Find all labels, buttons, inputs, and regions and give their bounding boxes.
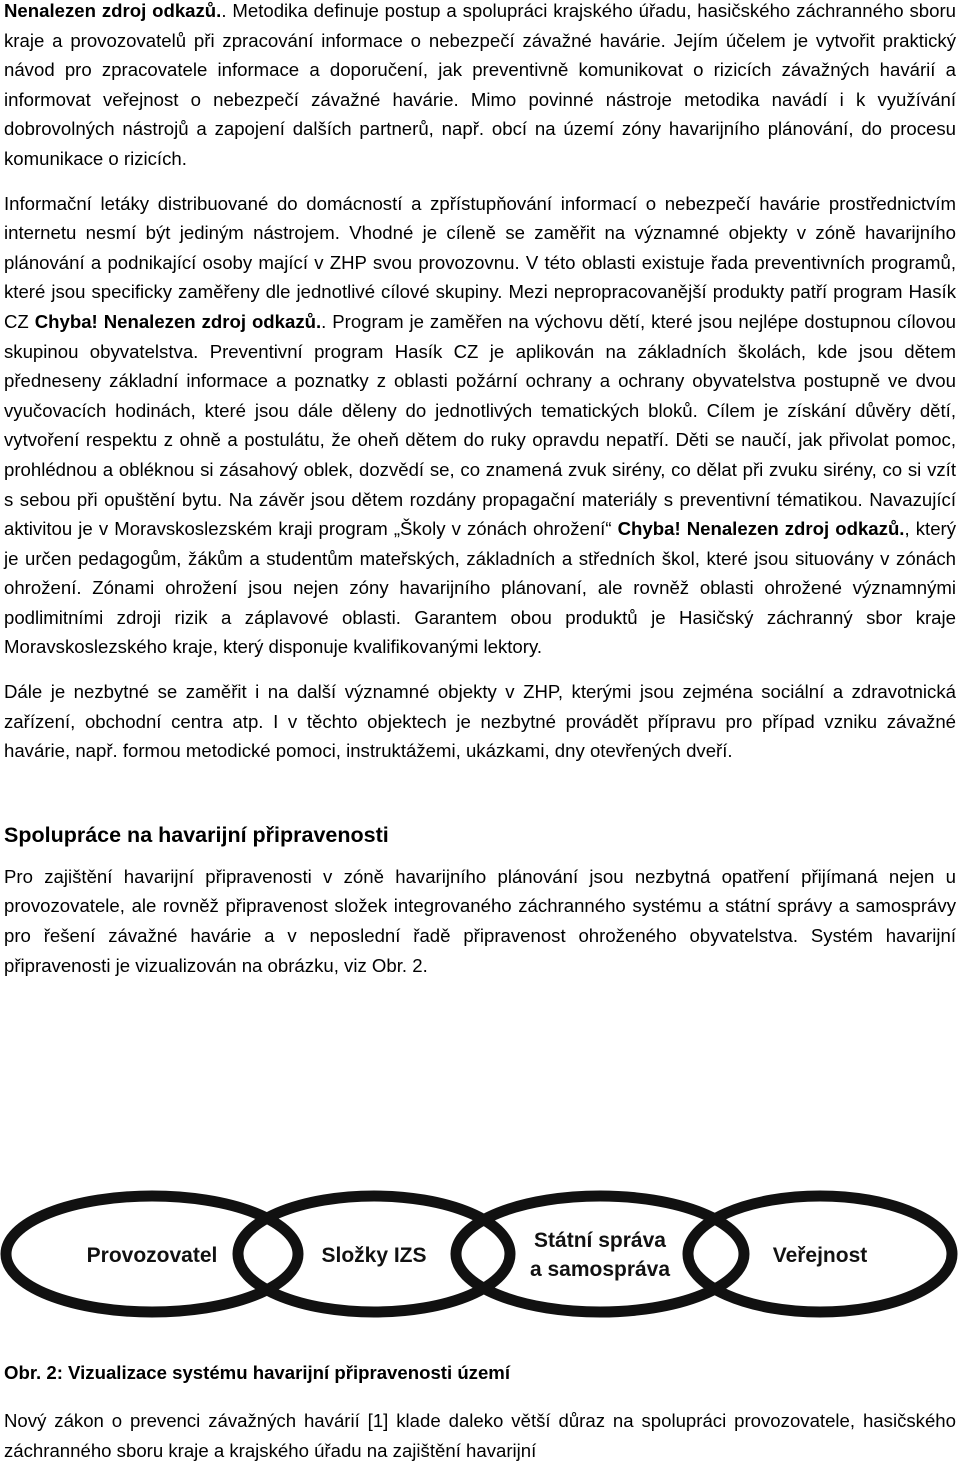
last-paragraph: Nový zákon o prevenci závažných havárií [1] klade daleko větší důraz na spolupráci provozovatele, hasičského záchranného sboru kraje a krajského úřadu na zajištění havarijní [4, 1410, 956, 1461]
node-samosprava: a samospráva [529, 1258, 671, 1281]
section-heading: Spolupráce na havarijní připravenosti [4, 822, 389, 847]
paragraph-3: Dále je nezbytné se zaměřit i na další významné objekty v ZHP, kterými jsou zejména sociální a zdravotnická zařízení, obchodní centra atp. I v těchto objektech je nezbytné provádět přípravu pro případ vzniku závažné havárie, např. formou metodické pomoci, instruktážemi, ukázkami, dny otevřených dveří. [4, 681, 956, 762]
node-statni-sprava: Státní správa [534, 1229, 666, 1252]
preparedness-diagram [0, 1188, 960, 1338]
last-paragraph-wrap [4, 1406, 956, 1465]
section-paragraph: Pro zajištění havarijní připravenosti v zóně havarijního plánování jsou nezbytná opatření přijímaná nejen u provozovatele, ale rovněž připravenost složek integrovaného záchranného systému a státní správy a samosprávy pro řešení závažné havárie a v neposlední řadě připravenost ohroženého obyvatelstva. Systém havarijní připravenosti je vizualizován na obrázku, viz Obr. 2. [4, 865, 956, 976]
paragraph-1: Nenalezen zdroj odkazů.. Metodika definuje postup a spolupráci krajského úřadu, hasičského záchranného sboru kraje a provozovatelů při zpracování informace o nebezpečí závažné havárie. Jejím účelem je vytvořit praktický návod pro zpracovatele informace a doporučení, jak preventivně komunikovat o rizicích závažných havárií a informovat veřejnost o nebezpečí závažné havárie. Mimo povinné nástroje metodika navádí i k využívání dobrovolných nástrojů a zapojení dalších partnerů, např. obcí na území zóny havarijního plánování, do procesu komunikace o rizicích. [4, 0, 957, 169]
figure-caption: Obr. 2: Vizualizace systému havarijní připravenosti území [4, 1362, 511, 1383]
paragraph-2: Informační letáky distribuované do domácností a zpřístupňování informací o nebezpečí havárie prostřednictvím internetu nesmí být jediným nástrojem. Vhodné je cíleně se zaměřit na významné objekty v zóně havarijního plánování a podnikající osoby mající v ZHP svou provozovnu. V této oblasti existuje řada preventivních programů, které jsou specificky zaměřeny dle jednotlivé cílové skupiny. Mezi nepropracovanější produkty patří program Hasík CZ Chyba! Nenalezen zdroj odkazů.. Program je zaměřen na výchovu dětí, které jsou nejlépe dostupnou cílovou skupinou obyvatelstva. Preventivní program Hasík CZ je aplikován na základních školách, kde jsou dětem předneseny základní informace a poznatky z oblasti požární ochrany a ochrany obyvatelstva postupně ve dvou vyučovacích hodinách, které jsou dále děleny do jednotlivých tematických bloků. Cílem je získání důvěry dětí, vytvoření respektu z ohně a postulátu, že oheň dětem do ruky opravdu nepatří. Děti se naučí, jak přivolat pomoc, prohlédnou a obléknou si zásahový oblek, dozvědí se, co znamená zvuk sirény, co dělat při zvuku sirény, co si vzít s sebou při opuštění bytu. Na závěr jsou dětem rozdány propagační materiály s preventivní tématikou. Navazující aktivitou je v Moravskoslezském kraji program „Školy v zónách ohrožení“ Chyba! Nenalezen zdroj odkazů., který je určen pedagogům, žákům a studentům mateřských, základních a středních škol, které jsou situovány v zónách ohrožení. Zónami ohrožení jsou nejen zóny havarijního plánovaní, ale rovněž oblasti ohrožené významnými podlimitními zdroji rizik a záplavové oblasti. Garantem obou produktů je Hasičský záchranný sbor kraje Moravskoslezského kraje, který disponuje kvalifikovanými lektory. [4, 192, 957, 658]
diagram-svg [0, 1188, 960, 1338]
ref-error: Chyba! Nenalezen zdroj odkazů. [617, 518, 905, 540]
node-verejnost: Veřejnost [772, 1244, 868, 1267]
ref-error: Nenalezen zdroj odkazů. [4, 0, 222, 21]
node-slozky-izs: Složky IZS [321, 1244, 427, 1267]
node-provozovatel: Provozovatel [86, 1244, 218, 1267]
ring-3 [456, 1196, 744, 1312]
ref-error: Chyba! Nenalezen zdroj odkazů. [34, 310, 322, 332]
document-page [4, 0, 956, 980]
